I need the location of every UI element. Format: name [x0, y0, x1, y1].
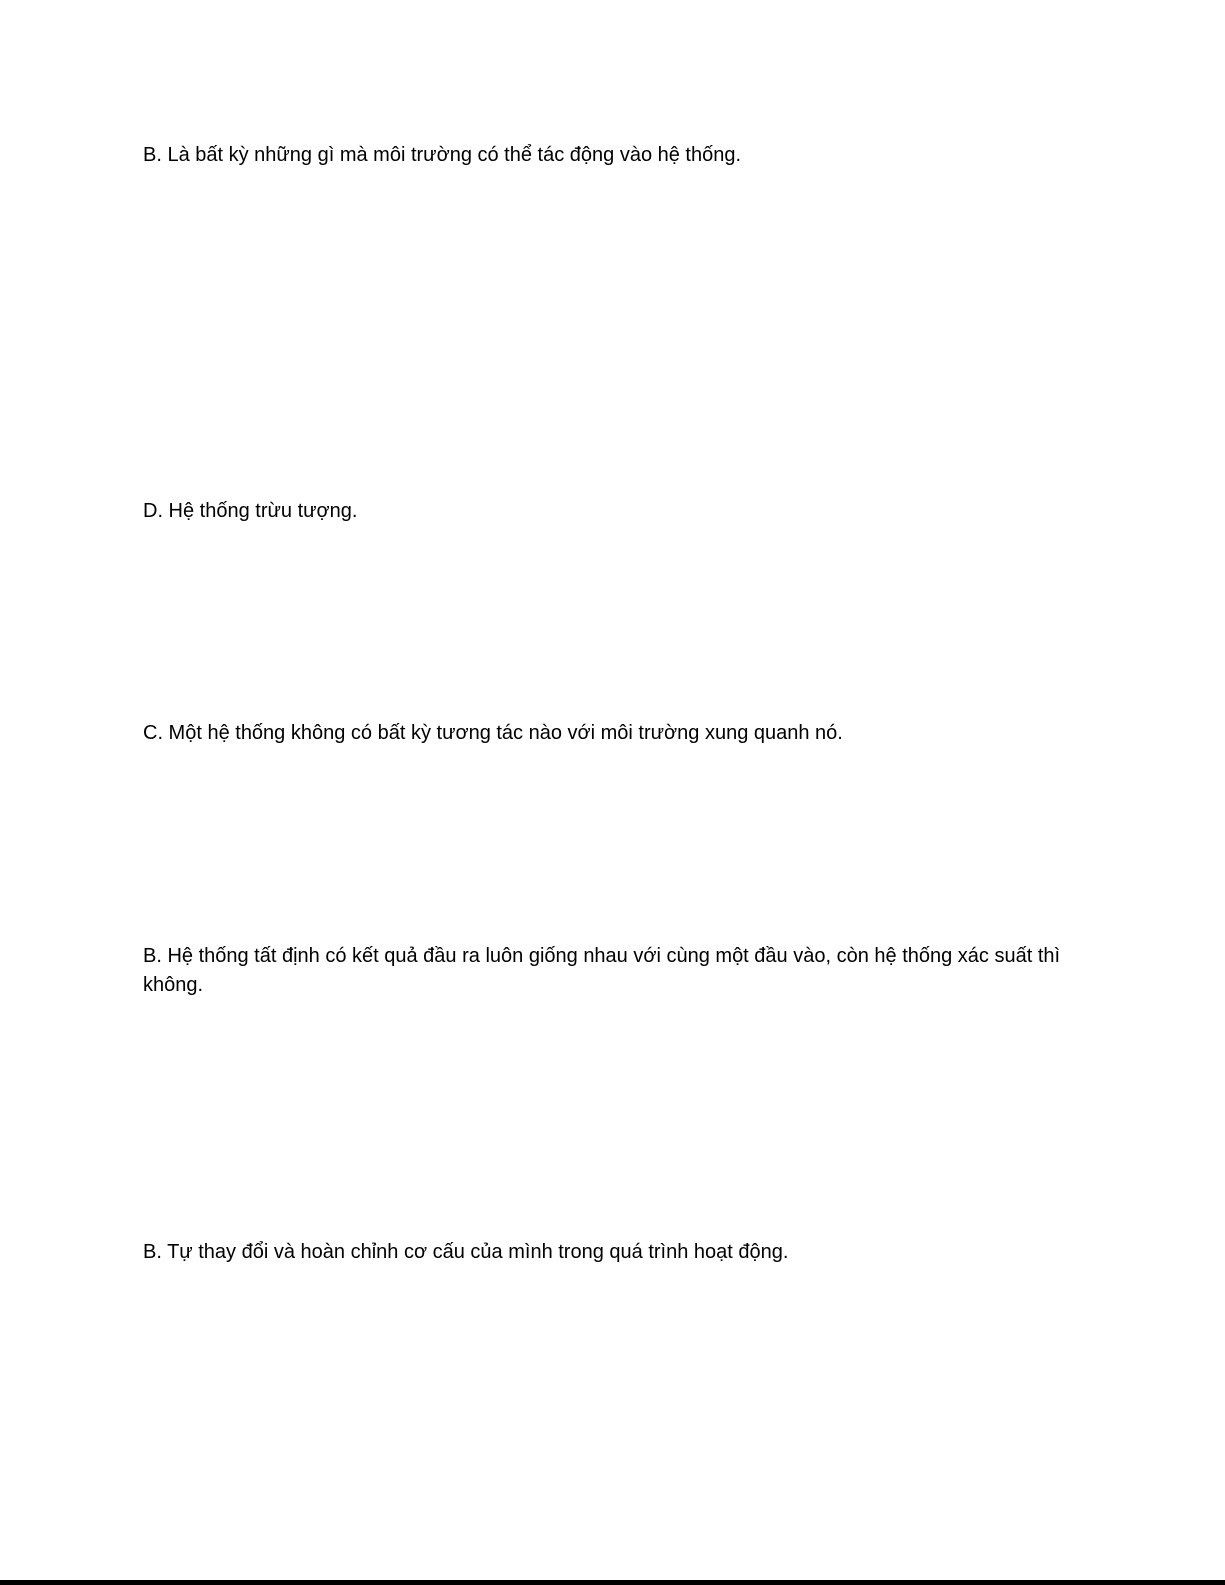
answer-1: B. Là bất kỳ những gì mà môi trường có thể tác động vào hệ thống.: [143, 144, 742, 166]
answer-2: D. Hệ thống trừu tượng.: [143, 500, 358, 522]
answer-3: C. Một hệ thống không có bất kỳ tương tác nào với môi trường xung quanh nó.: [143, 722, 843, 744]
answer-4: B. Hệ thống tất định có kết quả đầu ra luôn giống nhau với cùng một đầu vào, còn hệ thống xác suất thì không.: [143, 945, 1061, 996]
answer-5: B. Tự thay đổi và hoàn chỉnh cơ cấu của mình trong quá trình hoạt động.: [143, 1241, 789, 1263]
bottom-divider: [0, 1580, 1225, 1585]
